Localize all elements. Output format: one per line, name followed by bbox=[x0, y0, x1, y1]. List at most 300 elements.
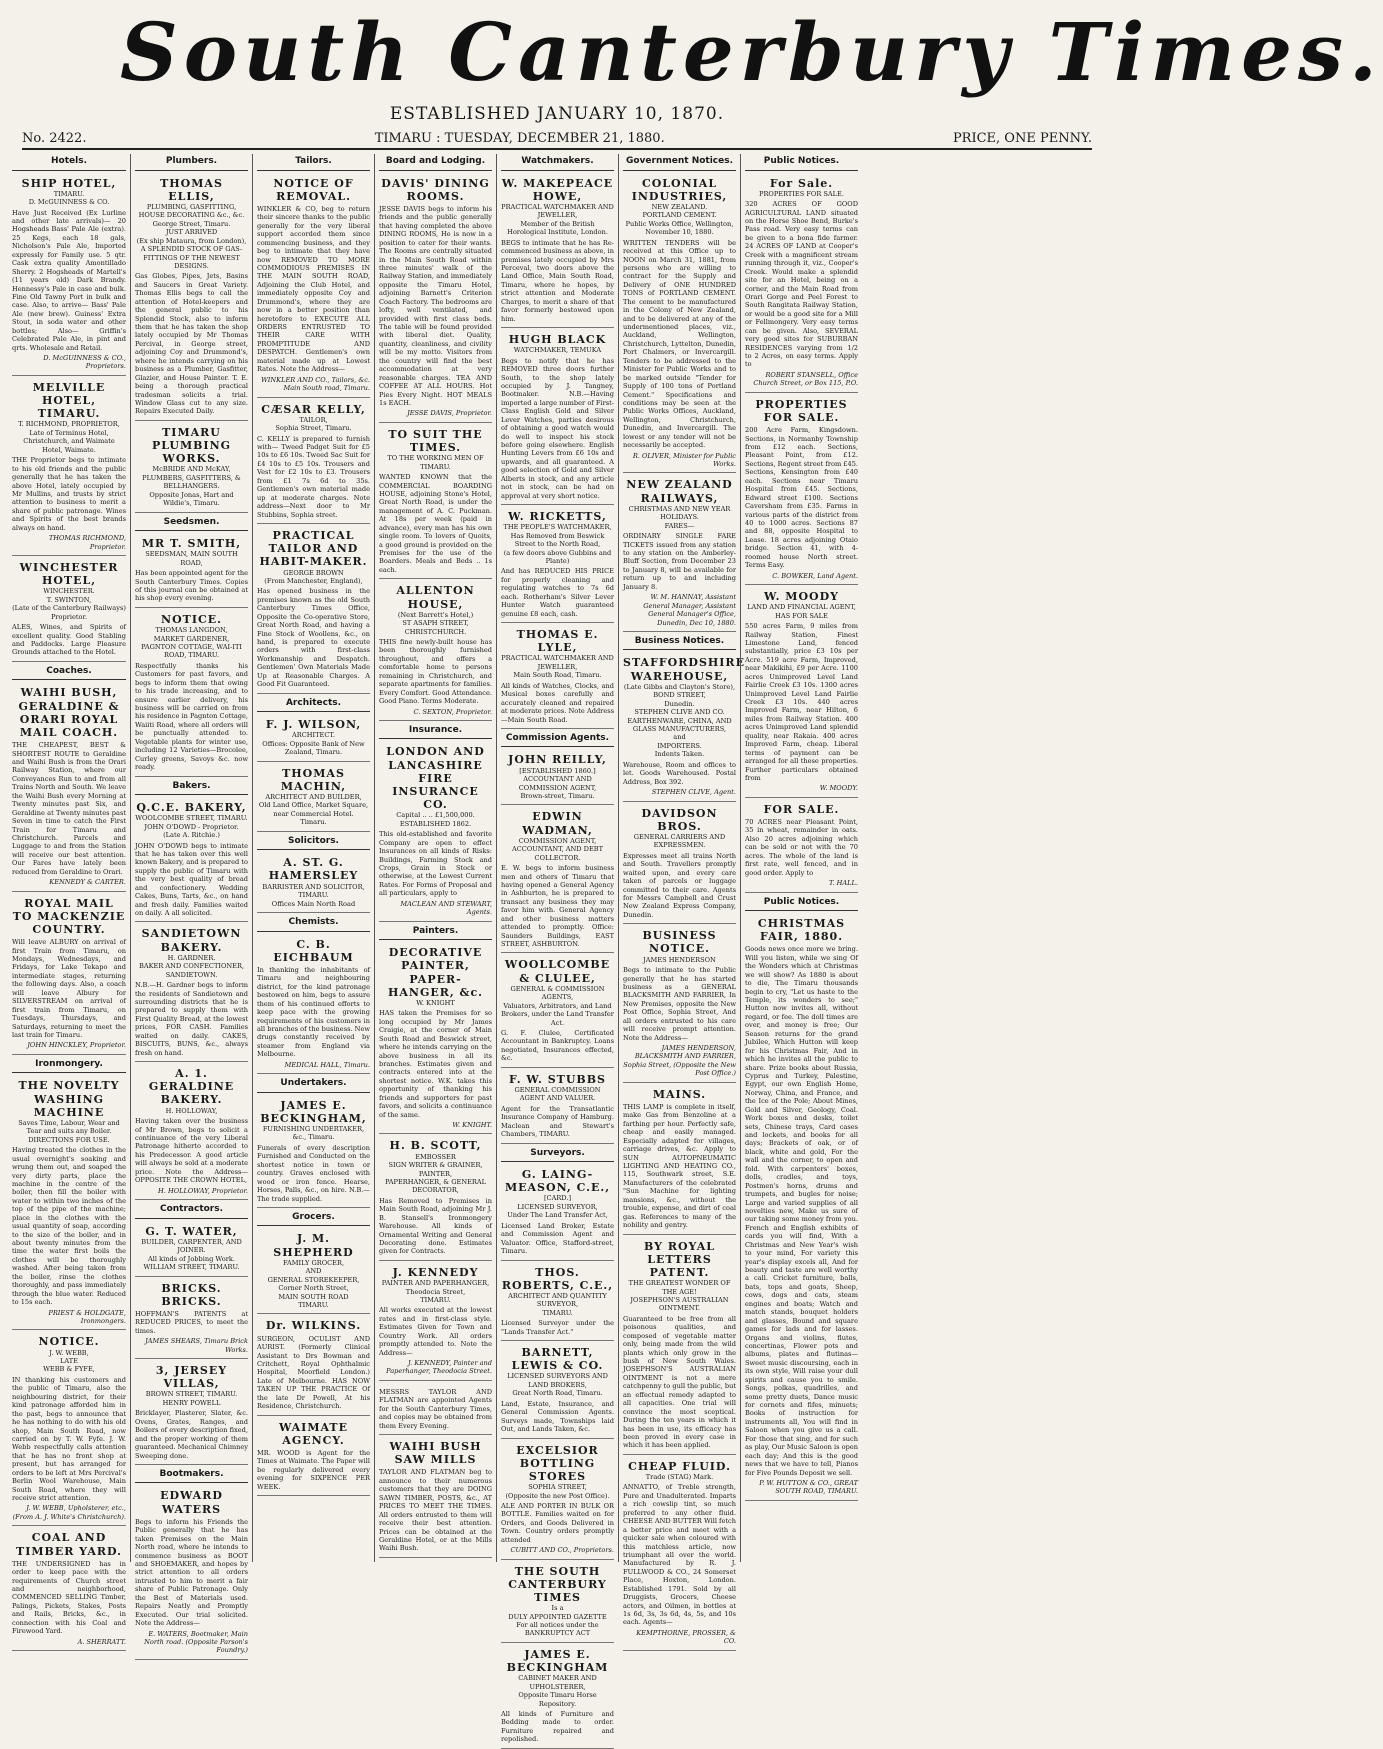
ad-line: SIGN WRITER & GRAINER, PAINTER, bbox=[388, 1161, 483, 1178]
ad-title: Dr. WILKINS. bbox=[265, 1319, 362, 1333]
ad-body: Gas Globes, Pipes, Jets, Basins and Saucers in Great Variety. Thomas Ellis begs to call the attention of Hotel-keepers and the general public to his Splendid Stock, also to inform them that he has taken the shop lately occupied by Mr Thomas Percival, in George street, adjoining Coy and Drummond's, where he intends carrying on his business as a Plumber, Gasfitter, Glazier, and House Painter. T. E. being a thorough practical tradesman solicits a trial. Window Glass cut to any size. Repairs Executed Daily. bbox=[135, 272, 248, 416]
section-heading: Government Notices. bbox=[623, 154, 736, 171]
ad-body: THIS LAMP is complete in itself, make Gas from Benzoline at a farthing per hour. Perfectly safe, cheap and easily managed. Especially adapted for villages, carriage drives, &c. Apply to SUN AUTOPNEUMATIC LIGHTING AND HEATING CO., 115, Southwark street, S.E. Manufacturers of the celebrated "Sun Machine for lighting mansions, &c., without the trouble, expense, and dirt of coal gas. References to many of the nobility and gentry. bbox=[623, 1102, 736, 1230]
ad-signature: P. W. HUTTON & CO., GREAT SOUTH ROAD, TIMARU. bbox=[759, 1478, 858, 1496]
ad-body: G. F. Clulee, Certificated Accountant in Bankruptcy. Loans negotiated, Insurances effected, &c. bbox=[501, 1029, 614, 1063]
ad-line: (a few doors above Gubbins and Plante) bbox=[503, 548, 612, 566]
advertisement bbox=[745, 914, 858, 1501]
ad-title: F. J. WILSON, bbox=[265, 718, 362, 732]
ad-title: G. LAING-MEASON, C.E., bbox=[504, 1168, 611, 1195]
advertisement bbox=[379, 581, 492, 721]
issue-date: TIMARU : TUESDAY, DECEMBER 21, 1880. bbox=[374, 130, 665, 146]
ad-body: Having treated the clothes in the usual overnight's soaking and wrung them out, and soaped the very dirty parts, place the machine in the centre of the boiler, then fill the boiler with water to within two inches of the top of the pipe of the machine; place in the clothes with the usual quantity of soap, according to the size of the boiler, and in about twenty minutes from the time the water first boils the clothes will be thoroughly washed. After being taken from the boiler, rinse the clothes thoroughly, and pass immediately through the blue water. Reduced to 15s each. bbox=[12, 1146, 126, 1307]
ad-body: In thanking the inhabitants of Timaru and neighbouring district, for the kind patronage bestowed on him, begs to assure them of his continued efforts to keep pace with the growing requirements of his customers in all branches of the business. New drugs constantly received by steamer from England via Melbourne. bbox=[257, 965, 370, 1059]
ad-line: Has Removed from Beswick Street to the North Road, bbox=[510, 531, 605, 549]
ad-title: PRACTICAL TAILOR AND HABIT-MAKER. bbox=[259, 528, 368, 569]
ad-title: Q.C.E. BAKERY, bbox=[136, 801, 247, 815]
section-heading: Watchmakers. bbox=[501, 154, 614, 171]
ad-body: Funerals of every description Furnished and Conducted on the shortest notice in town or country. Graves enclosed with wood or iron fence. Hearse, Horses, Palls, &c., on hire. N.B.—The trade supplied. bbox=[257, 1143, 370, 1203]
ad-signature: KENNEDY & CARTER. bbox=[49, 878, 126, 887]
issue-price: PRICE, ONE PENNY. bbox=[952, 130, 1092, 146]
ad-title: COLONIAL INDUSTRIES, bbox=[631, 176, 728, 203]
ad-line: Sophia Street, Timaru. bbox=[275, 424, 352, 433]
ad-line: George Street, Timaru. bbox=[152, 219, 231, 228]
advertisement bbox=[12, 558, 126, 662]
advertisement bbox=[501, 330, 614, 505]
ad-title: WAIHI BUSH, GERALDINE & ORARI ROYAL MAIL COACH. bbox=[18, 686, 120, 739]
ad-line: DECORATOR, bbox=[412, 1186, 459, 1195]
ad-title: G. T. WATER, bbox=[145, 1224, 238, 1238]
ad-title: W. RICKETTS, bbox=[508, 510, 607, 524]
ad-body: HAS taken the Premises for so long occupied by Mr James Craigie, at the corner of Main South Road and Beswick street, where he intends carrying on the above business in all its branches. Estimates given and contracts entered into at the shortest notice. W.K. takes this opportunity of thanking his friends and supporters for past favors, and solicits a continuance of the same. bbox=[379, 1009, 492, 1119]
ad-body: All kinds of Watches, Clocks, and Musical boxes carefully and accurately cleaned and repaired at moderate prices. Note Address—Main South Road. bbox=[501, 681, 614, 724]
advertisement bbox=[379, 1263, 492, 1381]
ad-signature: JAMES SHEARS, Timaru Brick Works. bbox=[145, 1337, 248, 1354]
ad-body: Begs to intimate to the Public generally that he has started business as a GENERAL BLACKSMITH AND FARRIER, In New Premises, opposite the New Post Office, Sophia Street, And all orders entrusted to his care will receive prompt attention. Note the Address— bbox=[623, 966, 736, 1042]
section-heading: Insurance. bbox=[379, 723, 492, 740]
ad-body: 200 Acre Farm, Kingsdown. Sections, in Normanby Township from £12 each. Sections, Pleasant Point, from £12. Sections, Regent street from £45. Sections, Kensington from £40 each. Sections near Timaru Hospital from £45. Sections, Edward street £100. Sections Caversham from £35. Farms in various parts of the district from 40 to 1000 acres. Sections 87 and 88, opposite Hospital to Lease. 18 acres adjoining Otaio bridge. Section 41, with 4-roomed house North street. Terms Easy. bbox=[745, 426, 858, 570]
ad-line: Corner North Street, bbox=[278, 1284, 349, 1293]
advertisement bbox=[623, 1457, 736, 1651]
advertisement bbox=[501, 1165, 614, 1260]
advertisement-columns bbox=[8, 154, 1106, 1744]
advertisement bbox=[501, 1441, 614, 1560]
advertisement bbox=[135, 174, 248, 421]
ad-title: EXCELSIOR BOTTLING STORES bbox=[516, 1443, 599, 1483]
ad-title: THOMAS MACHIN, bbox=[280, 766, 347, 793]
ad-line: (From Manchester, England), bbox=[264, 576, 363, 585]
ad-line: TIMARU. bbox=[420, 1295, 451, 1304]
ad-title: W. MAKEPEACE HOWE, bbox=[501, 176, 614, 203]
advertisement bbox=[745, 174, 858, 393]
advertisement bbox=[745, 395, 858, 585]
ad-body: ALES, Wines, and Spirits of excellent quality. Good Stabling and Paddocks. Large Pleasure Grounds attached to the Hotel. bbox=[12, 623, 126, 657]
advertisement bbox=[257, 1316, 370, 1415]
advertisement bbox=[135, 610, 248, 777]
ad-signature: JAMES HENDERSON, BLACKSMITH AND FARRIER, Sophia Street, (Opposite the New Post Office.) bbox=[623, 1044, 736, 1078]
advertisement bbox=[379, 1383, 492, 1435]
ad-line: MARKET GARDENER, bbox=[153, 634, 230, 643]
advertisement bbox=[257, 1418, 370, 1497]
ad-body: THE Proprietor begs to intimate to his old friends and the public generally that he has taken the above Hotel, lately occupied by Mr Mullins, and trusts by strict attention to business to merit a share of public patronage. Wines and Spirits of the best brands always on hand. bbox=[12, 456, 126, 532]
ad-body: All works executed at the lowest rates and in first-class style. Estimates Given for Town and Country Work. All orders promptly attended to. Note the Address— bbox=[379, 1306, 492, 1357]
ad-title: THOS. ROBERTS, C.E., bbox=[501, 1265, 614, 1292]
ad-line: and bbox=[673, 733, 686, 742]
advertisement bbox=[379, 943, 492, 1134]
ad-line: THOMAS LANGDON, bbox=[155, 626, 228, 635]
ad-line: (Late A. Ritchie.) bbox=[163, 831, 220, 840]
ad-body: 320 ACRES OF GOOD AGRICULTURAL LAND situated on the Horse Shoe Bend, Burke's Pass road. Very easy terms can be given to a bona fide farmer. 24 ACRES OF LAND at Cooper's Creek with a magnificent stream running through it, viz., Cooper's Creek. Would make a splendid site for an Hotel, being on a corner, and the Main Road from Orari Gorge and Peel Forest to South Rangitata Railway Station, or would be a good site for a Mill or Fellmongery. Very easy terms can be given. Also, SEVERAL very good sites for SUBURBAN RESIDENCES varying from 1/2 to 2 Acres, on easy terms. Apply to bbox=[745, 200, 858, 369]
ad-line: TO THE WORKING MEN OF TIMARU. bbox=[387, 454, 484, 471]
ad-signature: JOHN HINCKLEY, Proprietor. bbox=[27, 1041, 126, 1050]
section-heading: Architects. bbox=[257, 696, 370, 713]
ad-signature: STEPHEN CLIVE, Agent. bbox=[651, 788, 736, 797]
ad-line: Opposite Timaru Horse Repository. bbox=[518, 1691, 597, 1708]
ad-title: BUSINESS NOTICE. bbox=[642, 929, 717, 956]
ad-title: MR T. SMITH, bbox=[141, 537, 242, 551]
ad-body: TAYLOR AND FLATMAN beg to announce to their numerous customers that they are DOING SAWN TIMBER, POSTS, &c., AT PRICES TO MEET THE TIMES. All orders entrusted to them will receive their best attention. Prices can be obtained at the Geraldine Hotel, or at the Mills Waihi Bush. bbox=[379, 1468, 492, 1553]
ad-line: H. HOLLOWAY, bbox=[165, 1106, 218, 1115]
column-6 bbox=[618, 154, 745, 1646]
ad-line: STEPHEN CLIVE AND CO. bbox=[634, 708, 725, 717]
masthead bbox=[0, 0, 1383, 158]
advertisement bbox=[257, 853, 370, 913]
ad-line: DIRECTIONS FOR USE. bbox=[28, 1135, 110, 1144]
ad-title: NOTICE. bbox=[161, 612, 222, 626]
ad-line: FARES— bbox=[664, 521, 695, 530]
ad-title: TO SUIT THE TIMES. bbox=[388, 427, 483, 455]
ad-signature: W. M. HANNAY, Assistant General Manager, Assistant General Manager's Office, Dunedin, Dec 10, 1880. bbox=[643, 593, 736, 627]
ad-line: PRACTICAL WATCHMAKER AND JEWELLER, bbox=[501, 654, 614, 671]
advertisement bbox=[501, 1562, 614, 1643]
ad-line: Old Land Office, Market Square, near Commercial Hotel. bbox=[258, 801, 369, 818]
ad-line: A SPLENDID STOCK OF GAS-FITTINGS OF THE NEWEST DESIGNS. bbox=[140, 245, 243, 270]
ad-title: THE SOUTH CANTERBURY TIMES bbox=[508, 1564, 607, 1604]
advertisement bbox=[501, 955, 614, 1067]
ad-title: THOMAS ELLIS, bbox=[160, 176, 223, 203]
section-heading: Commission Agents. bbox=[501, 731, 614, 748]
ad-signature: THOMAS RICHMOND, Proprietor. bbox=[48, 534, 126, 551]
ad-line: TIMARU. bbox=[53, 189, 85, 198]
ad-signature: WINKLER AND CO., Tailors, &c. Main South road, Timaru. bbox=[261, 375, 370, 393]
ad-line: JOHN O'DOWD - Proprietor. bbox=[144, 822, 239, 831]
ad-line: GENERAL STOREKEEPER, bbox=[267, 1275, 360, 1284]
ad-signature: MACLEAN AND STEWART, Agents. bbox=[400, 899, 492, 917]
ad-body: WINKLER & CO, beg to return their sincere thanks to the public generally for the very liberal support accorded them since commencing business, and they beg to intimate that they have now REMOVED TO MORE COMMODIOUS PREMISES IN THE MAIN SOUTH ROAD, Adjoining the Club Hotel, and immediately opposite Coy and Drummond's, where they are now in a better position than heretofore to EXECUTE ALL ORDERS ENTRUSTED TO THEIR CARE WITH PROMPTITUDE AND DESPATCH. Gentlemen's own material made up at Lowest Rates. Note the Address— bbox=[257, 204, 370, 374]
ad-line: W. KNIGHT bbox=[416, 998, 455, 1007]
advertisement bbox=[135, 1222, 248, 1277]
ad-line: ARCHITECT AND QUANTITY SURVEYOR, bbox=[508, 1291, 607, 1309]
ad-signature: D. McGUINNESS & CO., Proprietors. bbox=[43, 354, 126, 371]
ad-signature: JESSE DAVIS, Proprietor. bbox=[407, 409, 492, 418]
ad-title: WOOLLCOMBE & CLULEE, bbox=[504, 958, 611, 985]
ad-line: WILLIAM STREET, TIMARU. bbox=[143, 1263, 240, 1272]
ad-line: BUILDER, CARPENTER, AND JOINER. bbox=[141, 1237, 242, 1255]
ad-line: (Late of the Canterbury Railways) Proprietor. bbox=[12, 604, 126, 621]
ad-body: Will leave ALBURY on arrival of first Train from Timaru, on Mondays, Wednesdays, and Fridays, for Lake Tekapo and intermediate stages, returning the following days. Also, a coach will leave Albury for SILVERSTREAM on arrival of first train from Timaru, on Tuesdays, Thursdays, and Saturdays, returning to meet the last train for Timaru. bbox=[12, 938, 126, 1039]
section-heading: Undertakers. bbox=[257, 1076, 370, 1093]
ad-title: EDWIN WADMAN, bbox=[522, 810, 593, 837]
ad-title: W. MOODY bbox=[763, 590, 840, 604]
ad-line: GENERAL COMMISSION AGENT AND VALUER. bbox=[514, 1085, 601, 1103]
ad-line: Member of the British Horological Institute, London. bbox=[507, 219, 608, 237]
column-4 bbox=[374, 154, 496, 1562]
advertisement bbox=[745, 800, 858, 893]
ad-line: CHRISTMAS AND NEW YEAR HOLIDAYS. bbox=[628, 504, 731, 522]
advertisement bbox=[379, 742, 492, 921]
ad-line: T. RICHMOND, PROPRIETOR, bbox=[18, 420, 120, 429]
ad-line: PLUMBING, GASFITTING, HOUSE DECORATING &c., &c. bbox=[138, 202, 245, 220]
ad-title: DECORATIVE PAINTER, PAPER-HANGER, &c. bbox=[387, 946, 484, 999]
advertisement bbox=[12, 683, 126, 891]
ad-title: MELVILLE HOTEL, TIMARU. bbox=[32, 380, 106, 421]
ad-body: This old-established and favorite Company are open to effect Insurances on all kinds of Risks: Buildings, Farming Stock and Crops, Grain in Stock or otherwise, at the Lowest Current Rates. For Forms of Proposal and all particulars, apply to bbox=[379, 830, 492, 898]
ad-body: Begs to inform his Friends the Public generally that he has taken Premises on the Main North road, where he intends to commence business as BOOT and SHOEMAKER, and hopes by strict attention to all orders intrusted to him to merit a fair share of Public Patronage. Only the Best of Materials used. Repairs Neatly and Promptly Executed. Our trial solicited. Note the Address— bbox=[135, 1517, 248, 1628]
ad-line: Timaru. bbox=[300, 818, 327, 827]
ad-signature: CUBITT AND CO., Proprietors. bbox=[510, 1546, 614, 1555]
section-heading: Public Notices. bbox=[745, 895, 858, 912]
ad-line: For all notices under the BANKRUPTCY ACT bbox=[516, 1621, 599, 1638]
ad-line: All kinds of Jobbing Work. bbox=[148, 1254, 235, 1263]
ad-title: SHIP HOTEL, bbox=[21, 176, 117, 190]
ad-signature: C. SEXTON, Proprietor. bbox=[413, 707, 492, 716]
ad-body: 550 acres Farm, 9 miles from Railway Station, Finest Limestone Land, fenced substantially, price £3 10s per Acre. 519 acre Farm, Improved, near Makikihi, £9 per Acre. 1100 acres Unimproved Level Land Fairlie Creek £3 10s. 1300 acres Unimproved Level Land Fairlie Creek £3 10s. 440 acres Improved Farm, near Hilton, 6 miles from Railway Station. 400 acres Unimproved Land splendid quality, near Rakaia. 400 acres Improved Farm, cheap. Liberal terms of payment can be arranged for all these properties. Further particulars obtained from bbox=[745, 622, 858, 782]
ad-line: Capital .. .. £1,500,000. bbox=[396, 811, 475, 820]
section-heading: Grocers. bbox=[257, 1210, 370, 1227]
ad-line: [CARD.] bbox=[543, 1194, 572, 1203]
ad-body: ANNATTO, of Treble strength, Pure and Unadulterated. Imparts a rich cowslip tint, so much preferred to any other fluid. CHEESE AND BUTTER Will fetch a better price and meet with a quicker sale when coloured with this matchless article, now triumphant all over the world. Manufactured by R. J. FULLWOOD & CO., 24 Somerset Place, Hoxton, London. Established 1791. Sold by all Druggists, Grocers, Cheese actors, and Oilmen, in bottles at 1s 6d, 3s, 3s 6d, 4s, 5s, and 10s each. Agents— bbox=[623, 1483, 736, 1627]
ad-title: COAL AND TIMBER YARD. bbox=[16, 1531, 122, 1558]
column-7 bbox=[740, 154, 862, 1562]
advertisement bbox=[257, 715, 370, 762]
ad-line: Great North Road, Timaru. bbox=[512, 1389, 603, 1398]
advertisement bbox=[501, 625, 614, 729]
ad-line: HAS FOR SALE bbox=[775, 611, 828, 620]
ad-title: BY ROYAL LETTERS PATENT. bbox=[644, 1239, 715, 1279]
ad-signature: MEDICAL HALL, Timaru. bbox=[284, 1060, 370, 1069]
column-2 bbox=[130, 154, 252, 1655]
ad-body: THE CHEAPEST, BEST & SHORTEST ROUTE to Geraldine and Waihi Bush is from the Orari Railway Station, where our Conveyances Run to and from all Trains North and South. We leave the Waihi Bush every Morning at Twenty minutes past Six, and Geraldine at Twenty minutes past Seven in time to catch the First Train for Timaru and Christchurch. Parcels and Luggage to and from the Station will receive our best attention. Our Fares have lately been reduced from Geraldine to Orari. bbox=[12, 741, 126, 876]
ad-line: GENERAL & COMMISSION AGENTS, bbox=[510, 984, 605, 1002]
ad-title: F. W. STUBBS bbox=[509, 1072, 606, 1086]
ad-body: Licensed Land Broker, Estate and Commission Agent and Valuator. Office, Stafford-street, Timaru. bbox=[501, 1221, 614, 1256]
ad-body: MR. WOOD is Agent for the Times at Waimate. The Paper will be regularly delivered every evening for SIXPENCE PER WEEK. bbox=[257, 1448, 370, 1491]
section-heading: Contractors. bbox=[135, 1202, 248, 1219]
ad-line: PORTLAND CEMENT. bbox=[642, 211, 717, 220]
section-heading: Chemists. bbox=[257, 915, 370, 932]
section-heading: Business Notices. bbox=[623, 634, 736, 651]
advertisement bbox=[12, 1332, 126, 1526]
ad-title: NOTICE OF REMOVAL. bbox=[273, 176, 354, 203]
ad-title: ALLENTON HOUSE, bbox=[396, 584, 475, 611]
ad-line: LATE bbox=[60, 1357, 78, 1366]
ad-line: PROPERTIES FOR SALE. bbox=[759, 189, 844, 198]
section-heading: Tailors. bbox=[257, 154, 370, 171]
ad-body: IN thanking his customers and the public of Timaru, also the neighbouring district, for their kind patronage afforded him in the past, begs to announce that he has nothing to do with his old shop, Main South Road, now carried on by T. W. Fyfe. J. W. Webb respectfully calls attention that he has no front shop at present, but has arranged for orders to be left at Mrs Percival's Berlin Wool Warehouse, Main South Road, where they will receive strict attention. bbox=[12, 1375, 126, 1503]
ad-title: WINCHESTER HOTEL, bbox=[19, 561, 119, 588]
advertisement bbox=[257, 526, 370, 694]
ad-line: ST ASAPH STREET, CHRISTCHURCH. bbox=[402, 619, 469, 636]
ad-title: HUGH BLACK bbox=[508, 333, 607, 347]
ad-line: FURNISHING UNDERTAKER, &c., Timaru. bbox=[262, 1125, 365, 1142]
ad-body: And has REDUCED HIS PRICE for properly cleaning and regulating watches to 7s 6d each. Rotherham's Silver Lever Hunter Watch guaranteed genuine £8 each, cash. bbox=[501, 567, 614, 618]
ad-line: WATCHMAKER, TEMUKA bbox=[513, 346, 602, 355]
ad-signature: R. OLIVER, Minister for Public Works. bbox=[632, 451, 736, 469]
ad-title: WAIMATE AGENCY. bbox=[278, 1420, 348, 1447]
ad-body: E. W. begs to inform business men and others of Timaru that having opened a General Agency in Ashburton, he is prepared to transact any business they may favor him with. General Agency and other business matters attended to promptly. Office: Saunders Buildings, EAST STREET, ASHBURTON. bbox=[501, 864, 614, 949]
advertisement bbox=[135, 798, 248, 922]
ad-title: JAMES E. BECKINGHAM bbox=[506, 1647, 609, 1675]
advertisement bbox=[257, 764, 370, 832]
ad-signature: J. KENNEDY, Painter and Paperhanger, Theodocia Street. bbox=[386, 1359, 492, 1376]
ad-body: Warehouse, Room and offices to let. Goods Warehoused. Postal Address, Box 392. bbox=[623, 760, 736, 786]
ad-body: WRITTEN TENDERS will be received at this Office up to NOON on March 31, 1881, from persons who are willing to contract for the Supply and Delivery of ONE HUNDRED TONS of PORTLAND CEMENT. The cement to be manufactured in the Colony of New Zealand, and to be delivered at any of the undermentioned places, viz., Auckland, Wellington, Christchurch, Lyttelton, Dunedin, Port Chalmers, or Invercargill. Tenders to be addressed to the Minister for Public Works and to be marked outside "Tender for Supply of 100 tons of Portland Cement." Specifications and conditions may be seen at the Public Works Offices, Auckland, Wellington, Christchurch, Dunedin, and Invercargill. The lowest or any tender will not be necessarily be accepted. bbox=[623, 238, 736, 450]
ad-body: ORDINARY SINGLE FARE TICKETS issued from any station to any station on the Amberley-Bluff Section, from December 23 to January 8, will be available for return up to and including January 8. bbox=[623, 532, 736, 591]
ad-line: Saves Time, Labour, Wear and Tear and suits any Boiler. bbox=[18, 1118, 120, 1136]
advertisement bbox=[257, 400, 370, 524]
ad-signature: W. KNIGHT. bbox=[452, 1121, 492, 1130]
ad-title: CHRISTMAS FAIR, 1880. bbox=[757, 917, 846, 944]
ad-line: LAND AND FINANCIAL AGENT, bbox=[747, 603, 856, 612]
ad-body: All kinds of Furniture and Bedding made to order. Furniture repaired and repolished. bbox=[501, 1710, 614, 1744]
ad-line: FAMILY GROCER, bbox=[282, 1258, 345, 1267]
ad-signature: ROBERT STANSELL, Office Church Street, or Box 115, P.O. bbox=[753, 370, 858, 388]
ad-line: (Opposite the new Post Office). bbox=[505, 1491, 610, 1500]
ad-line: Is a bbox=[551, 1604, 564, 1613]
ad-body: ALE AND PORTER IN BULK OR BOTTLE. Families waited on for Orders, and Goods Delivered in Town. Country orders promptly attended bbox=[501, 1501, 614, 1544]
ad-title: J. M. SHEPHERD bbox=[273, 1232, 354, 1259]
ad-body: Has opened business in the premises known as the old South Canterbury Times Office, Opposite the Co-operative Store, Great North Road, and having a Fine Stock of Woollens, &c., on hand, is prepared to execute orders with first-class Workmanship and Despatch. Gentlemen' Own Materials Made Up at Reasonable Charges. A Good Fit Guaranteed. bbox=[257, 587, 370, 689]
ad-line: BOND STREET, bbox=[653, 691, 706, 700]
ad-title: TIMARU PLUMBING WORKS. bbox=[151, 425, 232, 466]
advertisement bbox=[501, 750, 614, 805]
ad-title: EDWARD WATERS bbox=[160, 1489, 223, 1516]
ad-line: TIMARU. bbox=[298, 891, 329, 900]
ad-title: DAVIS' DINING ROOMS. bbox=[381, 176, 490, 203]
ad-line: MAIN SOUTH ROAD bbox=[278, 1292, 349, 1301]
ad-title: BRICKS. BRICKS. bbox=[161, 1281, 222, 1308]
ad-title: C. B. EICHBAUM bbox=[273, 937, 354, 964]
advertisement bbox=[12, 1528, 126, 1651]
advertisement bbox=[379, 425, 492, 580]
ad-line: Public Works Office, Wellington, November 10, 1880. bbox=[625, 219, 734, 237]
ad-signature: KEMPTHORNE, PROSSER, & CO. bbox=[636, 1628, 736, 1646]
ad-line: J. W. WEBB, bbox=[49, 1348, 89, 1357]
ad-signature: J. W. WEBB, Upholsterer, etc., (From A. J. White's Christchurch). bbox=[12, 1504, 126, 1521]
ad-signature: A. SHERRATT. bbox=[77, 1637, 126, 1646]
ad-line: WOOLCOMBE STREET, TIMARU. bbox=[135, 814, 248, 823]
advertisement bbox=[379, 1437, 492, 1558]
ad-line: GENERAL CARRIERS AND EXPRESSMEN. bbox=[633, 832, 726, 850]
ad-line: ESTABLISHED 1862. bbox=[399, 819, 472, 828]
ad-line: Trade (STAG) Mark. bbox=[645, 1473, 714, 1482]
ad-body: Expresses meet all trains North and South. Travellers promptly waited upon, and every care taken of parcels or luggage committed to their care. Agents for Messrs Campbell and Crust New Zealand Express Company, Dunedin. bbox=[623, 851, 736, 919]
ad-line: LICENSED SURVEYOR, bbox=[517, 1202, 598, 1211]
advertisement bbox=[135, 1064, 248, 1200]
ad-line: NEW ZEALAND. bbox=[651, 202, 708, 211]
ad-line: TIMARU. bbox=[298, 1301, 329, 1310]
ad-title: ROYAL MAIL TO MACKENZIE COUNTRY. bbox=[12, 896, 126, 936]
section-heading: Board and Lodging. bbox=[379, 154, 492, 171]
advertisement bbox=[623, 653, 745, 801]
ad-title: JOHN REILLY, bbox=[508, 753, 607, 767]
ad-line: McBRIDE AND McKAY, bbox=[152, 465, 231, 474]
ad-line: Opposite Jonas, Hart and Wildie's, Timaru. bbox=[149, 490, 234, 508]
ad-line: SEEDSMAN, MAIN SOUTH ROAD, bbox=[145, 550, 238, 567]
ad-body: Bricklayer, Plasterer, Slater, &c. Ovens, Grates, Ranges, and Boilers of every description fixed, and the proper working of them guaranteed. Mechanical Chimney Sweeping done. bbox=[135, 1409, 248, 1460]
ad-body: Has been appointed agent for the South Canterbury Times. Copies of this journal can be obtained at his shop every evening. bbox=[135, 569, 248, 603]
ad-line: WINCHESTER. bbox=[43, 587, 95, 596]
ad-line: HENRY POWELL bbox=[162, 1398, 221, 1407]
ad-line: ARCHITECT. bbox=[292, 731, 335, 740]
ad-line: Offices Main North Road bbox=[271, 899, 356, 908]
advertisement bbox=[12, 378, 126, 556]
ad-line: DULY APPOINTED GAZETTE bbox=[508, 1612, 607, 1621]
ad-title: PROPERTIES FOR SALE. bbox=[755, 397, 848, 424]
ad-title: NEW ZEALAND RAILWAYS, bbox=[626, 478, 733, 505]
ad-body: C. KELLY is prepared to furnish with— Tweed Padget Suit for £5 10s to £6 10s. Tweed Sac Suit for £4 10s to £5 10s. Trousers and Vest for £2 10s to £3. Trousers from £1 7s 6d to 35s. Gentlemen's own material made up at moderate charges. Note address—Next door to Mr Stubbins, Sophia street. bbox=[257, 434, 370, 519]
section-heading: Plumbers. bbox=[135, 154, 248, 171]
ad-title: STAFFORDSHIRE WAREHOUSE, bbox=[623, 656, 745, 683]
ad-body: THIS fine newly-built house has been thoroughly furnished throughout, and offers a comfortable home to persons remaining in Christchurch, and separate apartments for families. Every Comfort. Good Attendance. Good Piano. Terms Moderate. bbox=[379, 638, 492, 706]
ad-signature: C. BOWKER, Land Agent. bbox=[772, 571, 858, 580]
ad-line: THE GREATEST WONDER OF THE AGE! bbox=[628, 1279, 731, 1296]
ad-body: Goods news once more we bring. Will you listen, while we sing Of the Wonders which at Christmas we will show? As 1880 is about to die, The Timaru thousands begin to cry, "Let us haste to the Temple, its wonders to see;" Hutton now invites all, without regard, or fee. The doll times are over, and money is free; Our Season returns for the grand Jubilee, Which Hutton will keep for his Christmas Fair, And in which he invites all the public to share. Prize books about Russia, Cyprus and Turkey, Palestine, Egypt, our own English Home, Norway, China, and France, and the Ice of the Pole; About Mines, Gold and Silver, Geology, Coal. Work boxes and desks, toilet sets, Chinese trays, Card cases and lockets, and books for all days; Brackets of oak, or of black, white and gold, For the wall and the corner, to open and fold. With carpenters' boxes, dolls, cradles, and toys, Postmen's horns, drums and trumpets, and bugles for noise; Large and varied supplies of all novelties new, Make us sure of our taking some money from you. French and English exhibits of cards you will find, With a Christmas and New Year's wish to your mind, For variety this year's display excels all, And for beauty and taste are well worthy a call. Cricket furniture, balls, bats, tops and goats, Sheep, cows, dogs and cats, steam engines and boats; Watch and match stands, bouquet holders and glasses, Bound and square games for lads and for lasses. Organs and violins, flutes, concertinas, Flower pots and albums, plates and flutinas— Sweet music discoursing, each in its own style, Will raise your dull spirits and cause you to smile. Songs, polkas, quadrilles, and some pretty duets, Dance music for cornets and fifes, minuets; Books of instruction for instruments all, You will find in Saloon when you give us a call. For those that sing, and for such as play, Our Music Saloon is open each day; And this is the good news that we have to tell, Pianos for Five Pounds Deposit we sell. bbox=[745, 945, 858, 1477]
ad-title: THE NOVELTY WASHING MACHINE bbox=[18, 1079, 120, 1119]
ad-line: T. SWINTON, bbox=[46, 595, 92, 604]
advertisement bbox=[257, 1229, 370, 1314]
section-heading: Ironmongery. bbox=[12, 1057, 126, 1074]
advertisement bbox=[623, 1237, 736, 1455]
ad-line: ACCOUNTANT AND COMMISSION AGENT, bbox=[518, 775, 597, 792]
ad-body: WANTED KNOWN that the COMMERCIAL BOARDING HOUSE, adjoining Stone's Hotel, Great North Road, is under the management of A. C. Puckman. At 18s per week (paid in advance), every man has his own single room. To lovers of Quoits, a good ground is provided on the Premises for the use of the Boarders. Meals and Beds .. 1s each. bbox=[379, 473, 492, 574]
advertisement bbox=[12, 1076, 126, 1330]
advertisement bbox=[623, 1085, 736, 1235]
ad-line: PAINTER AND PAPERHANGER, bbox=[381, 1279, 490, 1288]
advertisement bbox=[12, 174, 126, 376]
ad-body: Begs to notify that he has REMOVED three doors further South, to the shop lately occupied by J. Tangney, Bootmaker. N.B.—Having imported a large number of First-Class English Gold and Silver Lever Watches, parties desirous of obtaining a good watch would do well to inspect his stock before going elsewhere. English Hunting Levers from £6 10s and upwards, and all guaranteed. A good selection of Gold and Silver Alberts in stock, and any article not in stock, can be had on approval at very short notice. bbox=[501, 356, 614, 500]
ad-line: Valuators, Arbitrators, and Land Brokers, under the Land Transfer Act. bbox=[501, 1001, 614, 1027]
ad-body: Respectfully thanks his Customers for past favors, and begs to inform them that owing to his trade increasing, and to ensure earlier delivery, his business will be carried on from his residence in Pagnton Cottage, Waiiti Road, where all orders will be punctually attended to. Vegetable plants for winter use, including 12 Varieties—Brocolee, Curley greens, Savoys &c. now ready. bbox=[135, 661, 248, 772]
advertisement bbox=[623, 174, 736, 474]
ad-body: BEGS to intimate that he has Re-commenced business as above, in premises lately occupied by Mrs Perceval, two doors above the Land Office, Main South Road, Timaru, where he hopes, by strict attention and Moderate Charges, to merit a share of that favor formerly bestowed upon him. bbox=[501, 238, 614, 323]
ad-line: TAILOR, bbox=[299, 415, 328, 424]
ad-title: JAMES E. BECKINGHAM, bbox=[260, 1098, 367, 1125]
ad-body: N.B.—H. Gardner begs to inform the residents of Sandietown and surrounding districts that he is prepared to supply them with First Quality Bread, at the lowest prices, FOR CASH. Families waited on daily. CAKES, BISCUITS, BUNS, &c., always fresh on hand. bbox=[135, 981, 248, 1057]
ad-line: Dunedin. bbox=[664, 699, 695, 708]
ad-line: Under The Land Transfer Act, bbox=[507, 1211, 608, 1220]
section-heading: Public Notices. bbox=[745, 154, 858, 171]
ad-line: Late of Terminus Hotel, Christchurch, and Waimate Hotel, Waimate. bbox=[23, 428, 115, 454]
ad-title: SANDIETOWN BAKERY. bbox=[141, 927, 242, 954]
section-heading: Seedsmen. bbox=[135, 515, 248, 532]
ad-title: BARNETT, LEWIS & CO. bbox=[511, 1346, 604, 1373]
section-heading: Bakers. bbox=[135, 779, 248, 796]
ad-title: LONDON AND LANCASHIRE FIRE INSURANCE CO. bbox=[386, 745, 485, 812]
ad-body: Has Removed to Premises in Main South Road, adjoining Mr J. B. Stansell's Ironmongery Warehouse. All kinds of Ornamental Writing and General Decorating done. Estimates given for Contracts. bbox=[379, 1196, 492, 1256]
advertisement bbox=[501, 174, 614, 329]
ad-line: GEORGE BROWN bbox=[283, 568, 344, 577]
ad-line: Brown-street, Timaru. bbox=[520, 791, 595, 800]
ad-body: Have Just Received (Ex Lurline and other late arrivals)— 20 Hogsheads Bass' Pale Ale (extra). 25 Kegs, each 18 gals, Nicholson's Pale Ale, Imported expressly for Family use. 5 qtr. Cask extra quality Amontillado Sherry. 2 Hogsheads of Martell's (11 years old) Dark Brandy. Hennessy's Pale in case and bulk. Fine Old Tawny Port in bulk and case. Also, to arrive— Bass' Pale Ale (new brew). Guiness' Extra Stout, in soda water and other bottles; Also— Griffin's Celebrated Pale Ale, in pint and qrts. Wholesale and Retail. bbox=[12, 208, 126, 352]
ad-line: TIMARU. bbox=[542, 1308, 573, 1317]
ad-body: HOFFMAN'S PATENTS at REDUCED PRICES, to meet the times. bbox=[135, 1309, 248, 1335]
ad-body: SURGEON, OCULIST AND AURIST. (Formerly Clinical Assistant to Drs Bowman and Critchett, Royal Ophthalmic Hospital, Moorfield London.) Late of Melbourne. HAS NOW TAKEN UP THE PRACTICE Of the late Dr Powell, At his Residence, Christchurch. bbox=[257, 1334, 370, 1411]
advertisement bbox=[257, 935, 370, 1075]
ad-line: EARTHENWARE, CHINA, AND GLASS MANUFACTURERS, bbox=[627, 716, 732, 734]
column-1 bbox=[8, 154, 130, 1646]
advertisement bbox=[501, 1070, 614, 1144]
ad-title: 3, JERSEY VILLAS, bbox=[155, 1364, 228, 1391]
advertisement bbox=[501, 1263, 614, 1342]
ad-line: COMMISSION AGENT, ACCOUNTANT, AND DEBT COLLECTOR. bbox=[511, 836, 604, 862]
section-heading: Coaches. bbox=[12, 664, 126, 681]
ad-line: JUST ARRIVED bbox=[165, 228, 218, 237]
ad-title: CHEAP FLUID. bbox=[628, 1459, 731, 1473]
ad-line: BAKER AND CONFECTIONER, SANDIETOWN. bbox=[138, 962, 245, 979]
ad-line: Indents Taken. bbox=[654, 750, 705, 759]
ad-line: CABINET MAKER AND UPHOLSTERER, bbox=[518, 1674, 597, 1691]
column-5 bbox=[496, 154, 618, 1744]
ad-line: PLUMBERS, GASFITTERS, & BELLHANGERS. bbox=[142, 473, 241, 491]
issue-number: No. 2422. bbox=[22, 130, 87, 146]
ad-line: JAMES HENDERSON bbox=[643, 955, 716, 964]
ad-title: CÆSAR KELLY, bbox=[261, 402, 366, 416]
column-3 bbox=[252, 154, 374, 1562]
advertisement bbox=[623, 926, 736, 1083]
ad-body: THE UNDERSIGNED has in order to keep pace with the requirements of Church street and neighborhood, COMMENCED SELLING Timber, Palings, Pickets, Stakes, Posts and Rails, Bricks, &c., in connection with his Coal and Firewood Yard. bbox=[12, 1559, 126, 1636]
ad-line: SOPHIA STREET, bbox=[528, 1483, 587, 1492]
